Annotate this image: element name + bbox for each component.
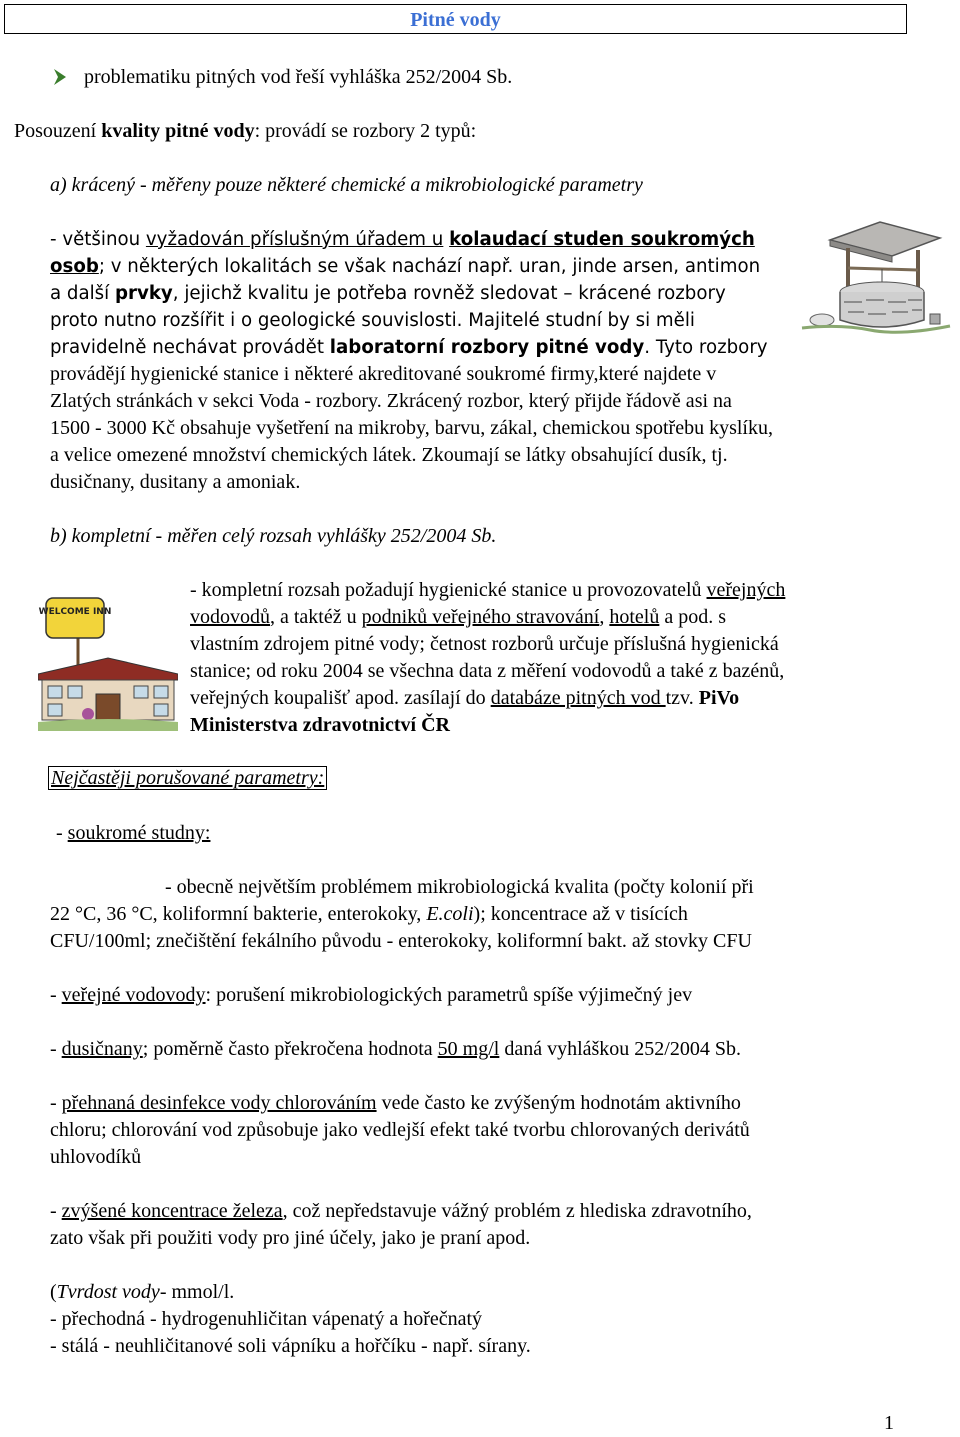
zelezo-line-1: - zvýšené koncentrace železa, což nepředstavuje vážný problém z hlediska zdravotního, bbox=[50, 1200, 752, 1222]
sign-text: WELCOME INN bbox=[38, 607, 112, 617]
p2-line-3: vlastním zdrojem pitné vody; četnost rozborů určuje příslušná hygienická bbox=[190, 633, 779, 655]
desinfekce-line-2: chloru; chlorování vod způsobuje jako vedlejší efekt také tvorbu chlorovaných derivátů bbox=[50, 1119, 750, 1141]
p1-line-5: pravidelně nechávat provádět laboratorní rozbory pitné vody. Tyto rozbory bbox=[50, 337, 768, 358]
p2-line-2: vodovodů, a taktéž u podniků veřejného stravování, hotelů a pod. s bbox=[190, 606, 727, 628]
p2-line-4: stanice; od roku 2004 se všechna data z měření vodovodů a také z bazénů, bbox=[190, 660, 785, 682]
dusicnany-line: - dusičnany; poměrně často překročena hodnota 50 mg/l daná vyhláškou 252/2004 Sb. bbox=[50, 1038, 741, 1060]
p3-line-1: - obecně největším problémem mikrobiologická kvalita (počty kolonií při bbox=[165, 876, 754, 898]
posouzeni-line: Posouzení kvality pitné vody: provádí se rozbory 2 typů: bbox=[14, 120, 477, 142]
desinfekce-line-1: - přehnaná desinfekce vody chlorováním vede často ke zvýšeným hodnotám aktivního bbox=[50, 1092, 741, 1114]
nejcasteji-heading: Nejčastěji porušované parametry: bbox=[48, 765, 327, 792]
tvrdost-line-1: (Tvrdost vody- mmol/l. bbox=[50, 1281, 235, 1303]
tvrdost-line-3: - stálá - neuhličitanové soli vápníku a hořčíku - např. sírany. bbox=[50, 1335, 531, 1357]
p1-line-8: 1500 - 3000 Kč obsahuje vyšetření na mikroby, barvu, zákal, chemickou spotřebu kyslíku, bbox=[50, 417, 773, 439]
title-box bbox=[4, 4, 907, 34]
p1-line-7: Zlatých stránkách v sekci Voda - rozbory. Zkrácený rozbor, který přijde řádově asi na bbox=[50, 390, 732, 412]
verejne-line: - veřejné vodovody: porušení mikrobiologických parametrů spíše výjimečný jev bbox=[50, 984, 693, 1006]
arrow-bullet-icon bbox=[50, 67, 70, 87]
p1-line-3: a další prvky, jejichž kvalitu je potřeba rovněž sledovat – krácené rozbory bbox=[50, 283, 726, 304]
page-title: Pitné vody bbox=[410, 9, 501, 31]
zelezo-line-2: zato však při použiti vody pro jiné účely, jako je praní apod. bbox=[50, 1227, 531, 1249]
soukrome-studny-label: - soukromé studny: bbox=[56, 822, 211, 844]
p3-line-3: CFU/100ml; znečištění fekálního původu - enterokoky, koliformní bakt. až stovky CFU bbox=[50, 930, 752, 952]
well-illustration bbox=[800, 220, 960, 335]
p1-line-4: proto nutno rozšířit i o geologické souvislosti. Majitelé studní by si měli bbox=[50, 310, 695, 331]
p2-line-6: Ministerstva zdravotnictví ČR bbox=[190, 714, 450, 736]
p2-line-5: veřejných koupališť apod. zasílají do databáze pitných vod tzv. PiVo bbox=[190, 687, 740, 709]
type-b-line: b) kompletní - měřen celý rozsah vyhlášky 252/2004 Sb. bbox=[50, 525, 497, 547]
p1-line-9: a velice omezené množství chemických látek. Zkoumají se látky obsahující dusík, tj. bbox=[50, 444, 728, 466]
p1-line-6: provádějí hygienické stanice i některé akreditované soukromé firmy,které najdete v bbox=[50, 363, 717, 385]
p1-line-2: osob; v některých lokalitách se však nachází např. uran, jinde arsen, antimon bbox=[50, 256, 761, 277]
type-a-line: a) krácený - měřeny pouze některé chemické a mikrobiologické parametry bbox=[50, 174, 643, 196]
p3-line-2: 22 °C, 36 °C, koliformní bakterie, enterokoky, E.coli); koncentrace až v tisících bbox=[50, 903, 688, 925]
page-number: 1 bbox=[884, 1412, 894, 1434]
intro-text: problematiku pitných vod řeší vyhláška 252/2004 Sb. bbox=[84, 66, 513, 88]
p2-line-1: - kompletní rozsah požadují hygienické stanice u provozovatelů veřejných bbox=[190, 579, 786, 601]
tvrdost-line-2: - přechodná - hydrogenuhličitan vápenatý a hořečnatý bbox=[50, 1308, 483, 1330]
desinfekce-line-3: uhlovodíků bbox=[50, 1146, 142, 1168]
p1-line-10: dusičnany, dusitany a amoniak. bbox=[50, 471, 301, 493]
welcome-inn-illustration bbox=[38, 596, 178, 731]
p1-line-1: - většinou vyžadován příslušným úřadem u kolaudací studen soukromých bbox=[50, 229, 755, 250]
